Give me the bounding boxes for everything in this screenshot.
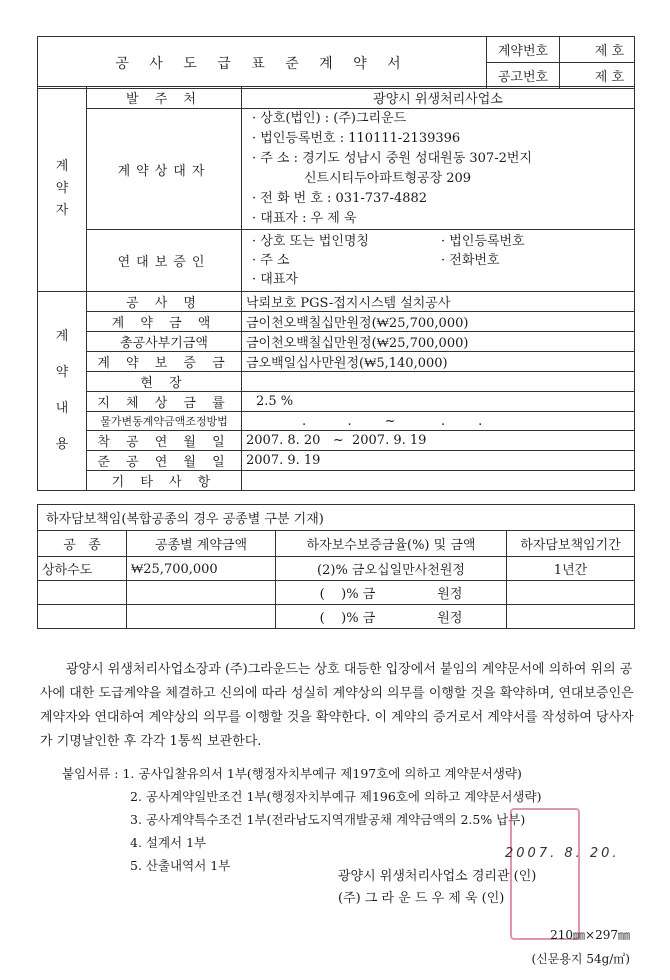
contractor-reg-no: · 법인등록번호 : 110111-2139396 (252, 131, 461, 146)
warranty-row-amount (127, 605, 276, 629)
attachment-item: 2. 공사계약일반조건 1부(행정자치부예규 제196호에 의하고 계약문서생략) (130, 789, 542, 804)
warranty-row-period: 1년간 (507, 557, 635, 581)
attachment-item: 3. 공사계약특수조건 1부(전라남도지역개발공채 계약금액의 2.5% 납부) (130, 812, 526, 827)
project-name-value: 낙뢰보호 PGS-접지시스템 설치공사 (242, 292, 635, 312)
document-title: 공 사 도 급 표 준 계 약 서 (38, 37, 487, 89)
attachments-label: 붙임서류 : (62, 766, 119, 781)
contract-no-label: 계약번호 (487, 37, 560, 63)
contract-no-value: 제 호 (560, 37, 635, 63)
warranty-row-type (38, 605, 127, 629)
signature-orderer: 광양시 위생처리사업소 경리관 (인) (338, 869, 537, 884)
agreement-paragraph: 광양시 위생처리사업소장과 (주)그라운드는 상호 대등한 입장에서 붙임의 계약문서에 의하여 위의 공사에 대한 도급계약을 체결하고 신의에 따라 성실히 계약상의 의무를 이행할 것을 확약하며, 연대보증인은 계약자와 연대하여 계약상의 의무를 이행할 것을 확약한다. 이 계약의 증거로서 계약서를 작성하여 당사자가 기명날인한 후 각각 1통씩 보관한다. (40, 662, 634, 749)
signature-contractor: (주) 그 라 운 드 우 제 욱 (인) (338, 891, 505, 906)
warranty-row-period (507, 605, 635, 629)
contract-table (37, 86, 635, 491)
start-date-value: 2007. 8. 20 ~ 2007. 9. 19 (242, 431, 635, 451)
notice-no-value: 제 호 (560, 63, 635, 89)
notice-no-label: 공고번호 (487, 63, 560, 89)
guarantor-addr: · 주 소 (252, 253, 290, 268)
project-name-label: 공 사 명 (87, 292, 242, 312)
paper-size: 210㎜×297㎜ (550, 928, 630, 942)
deposit-label: 계 약 보 증 금 (87, 352, 242, 372)
orderer-label: 발 주 처 (87, 87, 242, 109)
other-label: 기 타 사 항 (87, 471, 242, 491)
contract-amount-label: 계 약 금 액 (87, 312, 242, 332)
warranty-col-amount: 공종별 계약금액 (127, 531, 276, 557)
contractor-company: · 상호(법인) : (주)그리운드 (252, 111, 407, 126)
attachment-item: 5. 산출내역서 1부 (130, 858, 231, 873)
warranty-col-type: 공 종 (38, 531, 127, 557)
start-date-label: 착 공 연 월 일 (87, 431, 242, 451)
warranty-row-rate: ( )% 금 원정 (276, 605, 507, 629)
price-adjust-label: 물가변동계약금액조정방법 (87, 412, 242, 431)
warranty-row-period (507, 581, 635, 605)
delay-rate-label: 지 체 상 금 률 (87, 392, 242, 412)
paper-weight: (신문용지 54g/㎡) (531, 952, 630, 966)
delay-rate-value: 2.5 % (242, 392, 635, 412)
site-value (242, 372, 635, 392)
guarantor-phone: · 전화번호 (441, 253, 500, 268)
warranty-col-period: 하자담보책임기간 (507, 531, 635, 557)
warranty-table (37, 504, 635, 629)
contractor-info (242, 109, 635, 230)
orderer-value: 광양시 위생처리사업소 (242, 87, 635, 109)
contractor-address-2: 신트시티두아파트형공장 209 (304, 171, 472, 186)
attachment-item: 4. 설계서 1부 (130, 835, 207, 850)
guarantor-label: 연대보증인 (87, 230, 242, 292)
warranty-row-amount: ₩25,700,000 (127, 557, 276, 581)
warranty-row-rate: ( )% 금 원정 (276, 581, 507, 605)
parties-section-label: 계 약 자 (38, 87, 87, 292)
warranty-row-rate: (2)% 금오십일만사천원정 (276, 557, 507, 581)
contractor-phone: · 전 화 번 호 : 031-737-4882 (252, 191, 428, 206)
signature-block (338, 866, 536, 910)
price-adjust-value: . . ~ . . (242, 412, 635, 431)
contractor-address: · 주 소 : 경기도 성남시 중원 성대원동 307-2번지 (252, 151, 532, 166)
warranty-col-rate: 하자보수보증금율(%) 및 금액 (276, 531, 507, 557)
guarantor-name: · 상호 또는 법인명칭 (252, 234, 369, 249)
attachment-item: 1. 공사입찰유의서 1부(행정자치부예규 제197호에 의하고 계약문서생략) (122, 766, 522, 781)
contractor-label: 계약상대자 (87, 109, 242, 230)
handwritten-date: 2007. 8. 20. (505, 846, 620, 861)
completion-date-label: 준 공 연 월 일 (87, 451, 242, 471)
guarantor-rep: · 대표자 (252, 272, 298, 287)
guarantor-reg: · 법인등록번호 (441, 234, 525, 249)
completion-date-value: 2007. 9. 19 (242, 451, 635, 471)
contract-section-label: 계 약 내 용 (38, 292, 87, 491)
deposit-value: 금오백일십사만원정(₩5,140,000) (242, 352, 635, 372)
header-table (37, 36, 635, 89)
other-value (242, 471, 635, 491)
total-amount-value: 금이천오백칠십만원정(₩25,700,000) (242, 332, 635, 352)
contractor-rep: · 대표자 : 우 제 욱 (252, 211, 357, 226)
warranty-row-amount (127, 581, 276, 605)
contract-amount-value: 금이천오백칠십만원정(₩25,700,000) (242, 312, 635, 332)
total-amount-label: 총공사부기금액 (87, 332, 242, 352)
warranty-row-type (38, 581, 127, 605)
guarantor-info (242, 230, 635, 292)
warranty-heading: 하자담보책임(복합공종의 경우 공종별 구분 기재) (38, 505, 635, 531)
warranty-row-type: 상하수도 (38, 557, 127, 581)
site-label: 현 장 (87, 372, 242, 392)
